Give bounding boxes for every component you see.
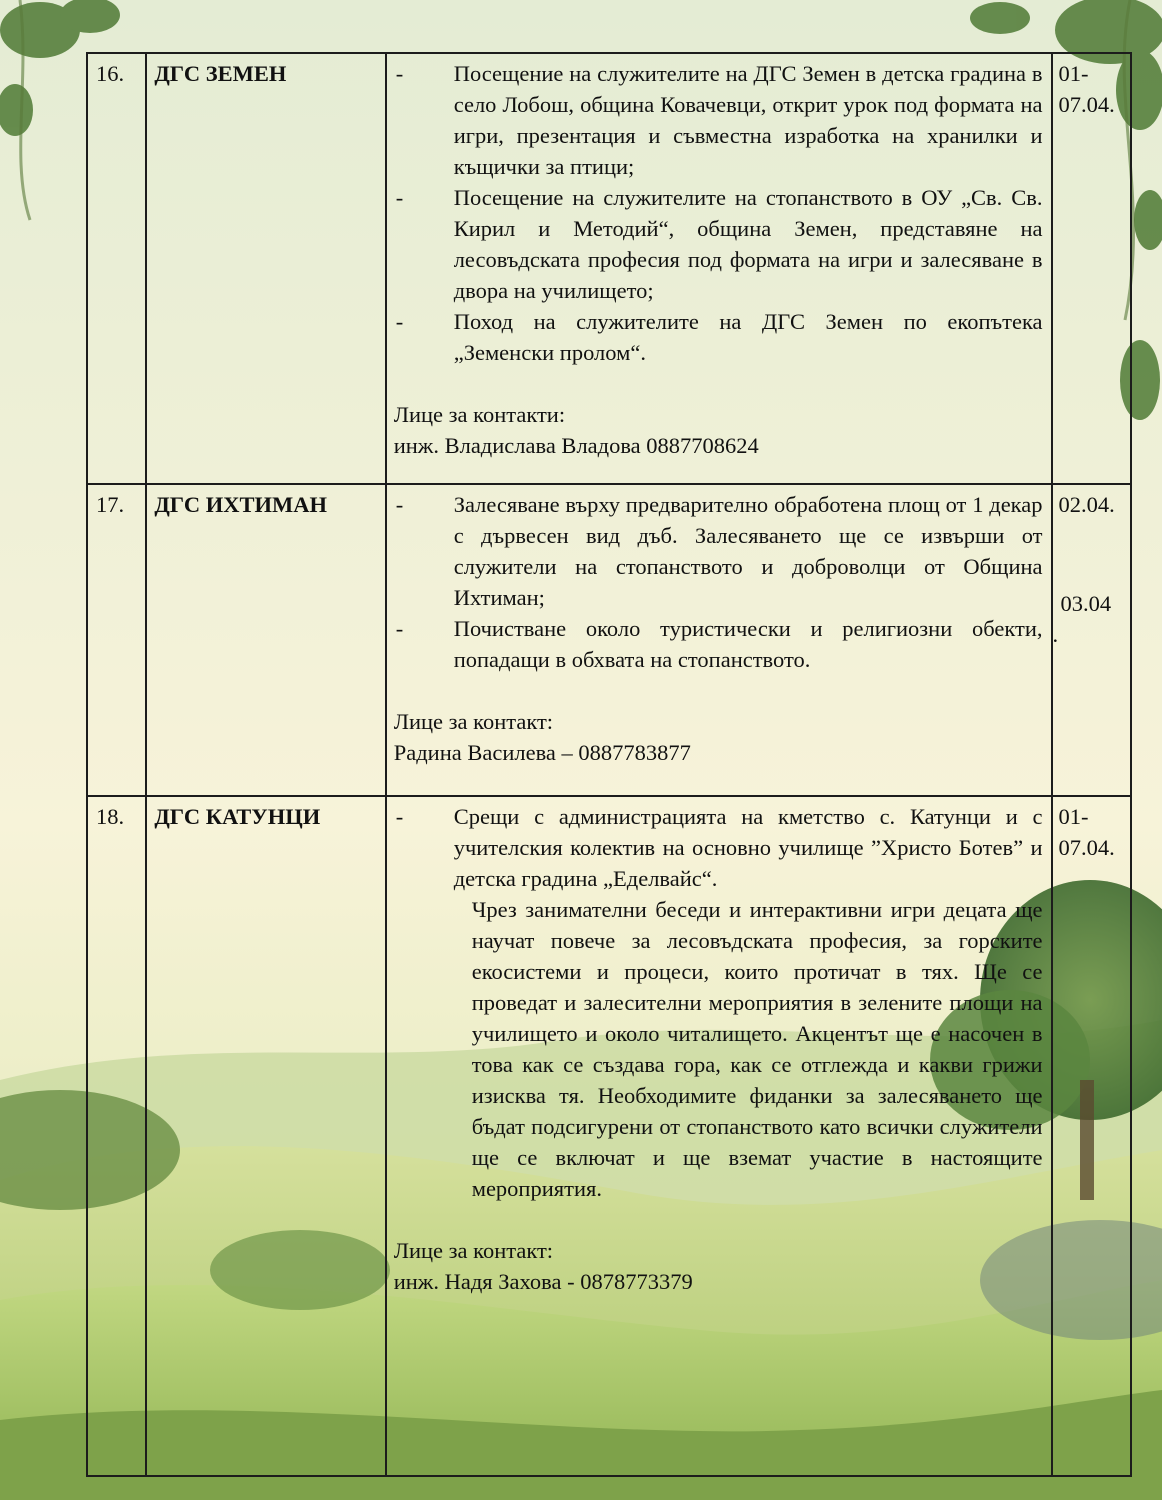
date: 01-07.04. bbox=[1058, 804, 1115, 860]
contact-label: Лице за контакти: bbox=[393, 402, 566, 427]
row-number: 18. bbox=[96, 804, 125, 829]
table-row bbox=[87, 484, 1131, 796]
contact-label: Лице за контакт: bbox=[393, 709, 554, 734]
activity-item: - Залесяване върху предварително обработена площ от 1 декар с дървесен вид дъб. Залесяването ще се извърши от служители на стопанството и доброволци от Община Ихтиман; bbox=[395, 492, 1043, 610]
organization-name: ДГС ЗЕМЕН bbox=[154, 61, 287, 86]
description-cell bbox=[386, 53, 1052, 484]
organization-cell bbox=[146, 484, 385, 796]
table-row bbox=[87, 796, 1131, 1476]
activity-item: - Посещение на служителите на ДГС Земен в детска градина в село Лобош, община Ковачевци, открит урок под формата на игри, презентация и съвместна изработка на хранилки и къщички за птици; bbox=[395, 61, 1043, 179]
date-secondary-suffix: . bbox=[1052, 622, 1059, 647]
date-cell bbox=[1052, 484, 1131, 796]
date: 02.04. bbox=[1058, 492, 1115, 517]
activity-paragraph: Чрез занимателни беседи и интерактивни игри децата ще научат повече за лесовъдската професия, за горските екосистеми и процеси, които протичат в тях. Ще се проведат и залесителни мероприятия в зелените площи на училището и около читалището. Акцентът ще е насочен в това как се създава гора, как се отглежда и какви грижи изисква тя. Необходимите фиданки за залесяването ще бъдат подсигурени от стопанството като всички служители ще се включат и ще вземат участие в настоящите мероприятия. bbox=[471, 897, 1043, 1201]
description-cell bbox=[386, 484, 1052, 796]
row-number-cell bbox=[87, 484, 146, 796]
date-cell bbox=[1052, 53, 1131, 484]
contact-person: Радина Василева – 0887783877 bbox=[393, 740, 691, 765]
row-number: 16. bbox=[96, 61, 125, 86]
organization-cell bbox=[146, 53, 385, 484]
row-number-cell bbox=[87, 796, 146, 1476]
contact-person: инж. Надя Захова - 0878773379 bbox=[393, 1269, 693, 1294]
organization-name: ДГС КАТУНЦИ bbox=[154, 804, 321, 829]
date-secondary: 03.04 bbox=[1060, 591, 1112, 616]
activity-item: - Поход на служителите на ДГС Земен по екопътека „Земенски пролом“. bbox=[395, 309, 1043, 365]
contact-label: Лице за контакт: bbox=[393, 1238, 554, 1263]
description-cell bbox=[386, 796, 1052, 1476]
date: 01-07.04. bbox=[1058, 61, 1115, 117]
organization-name: ДГС ИХТИМАН bbox=[154, 492, 327, 517]
activity-item: - Посещение на служителите на стопанството в ОУ „Св. Св. Кирил и Методий“, община Земен, представяне на лесовъдската професия под формата на игри и залесяване в двора на училището; bbox=[395, 185, 1043, 303]
date-cell bbox=[1052, 796, 1131, 1476]
row-number: 17. bbox=[96, 492, 125, 517]
organization-cell bbox=[146, 796, 385, 1476]
row-number-cell bbox=[87, 53, 146, 484]
table-row bbox=[87, 53, 1131, 484]
activity-item: - Почистване около туристически и религиозни обекти, попадащи в обхвата на стопанството. bbox=[395, 616, 1043, 672]
activities-table bbox=[86, 52, 1132, 1477]
activity-item: - Срещи с администрацията на кметство с. Катунци и с учителския колектив на основно училище ”Христо Ботев” и детска градина „Еделвайс“. bbox=[395, 804, 1043, 891]
contact-person: инж. Владислава Владова 0887708624 bbox=[393, 433, 759, 458]
